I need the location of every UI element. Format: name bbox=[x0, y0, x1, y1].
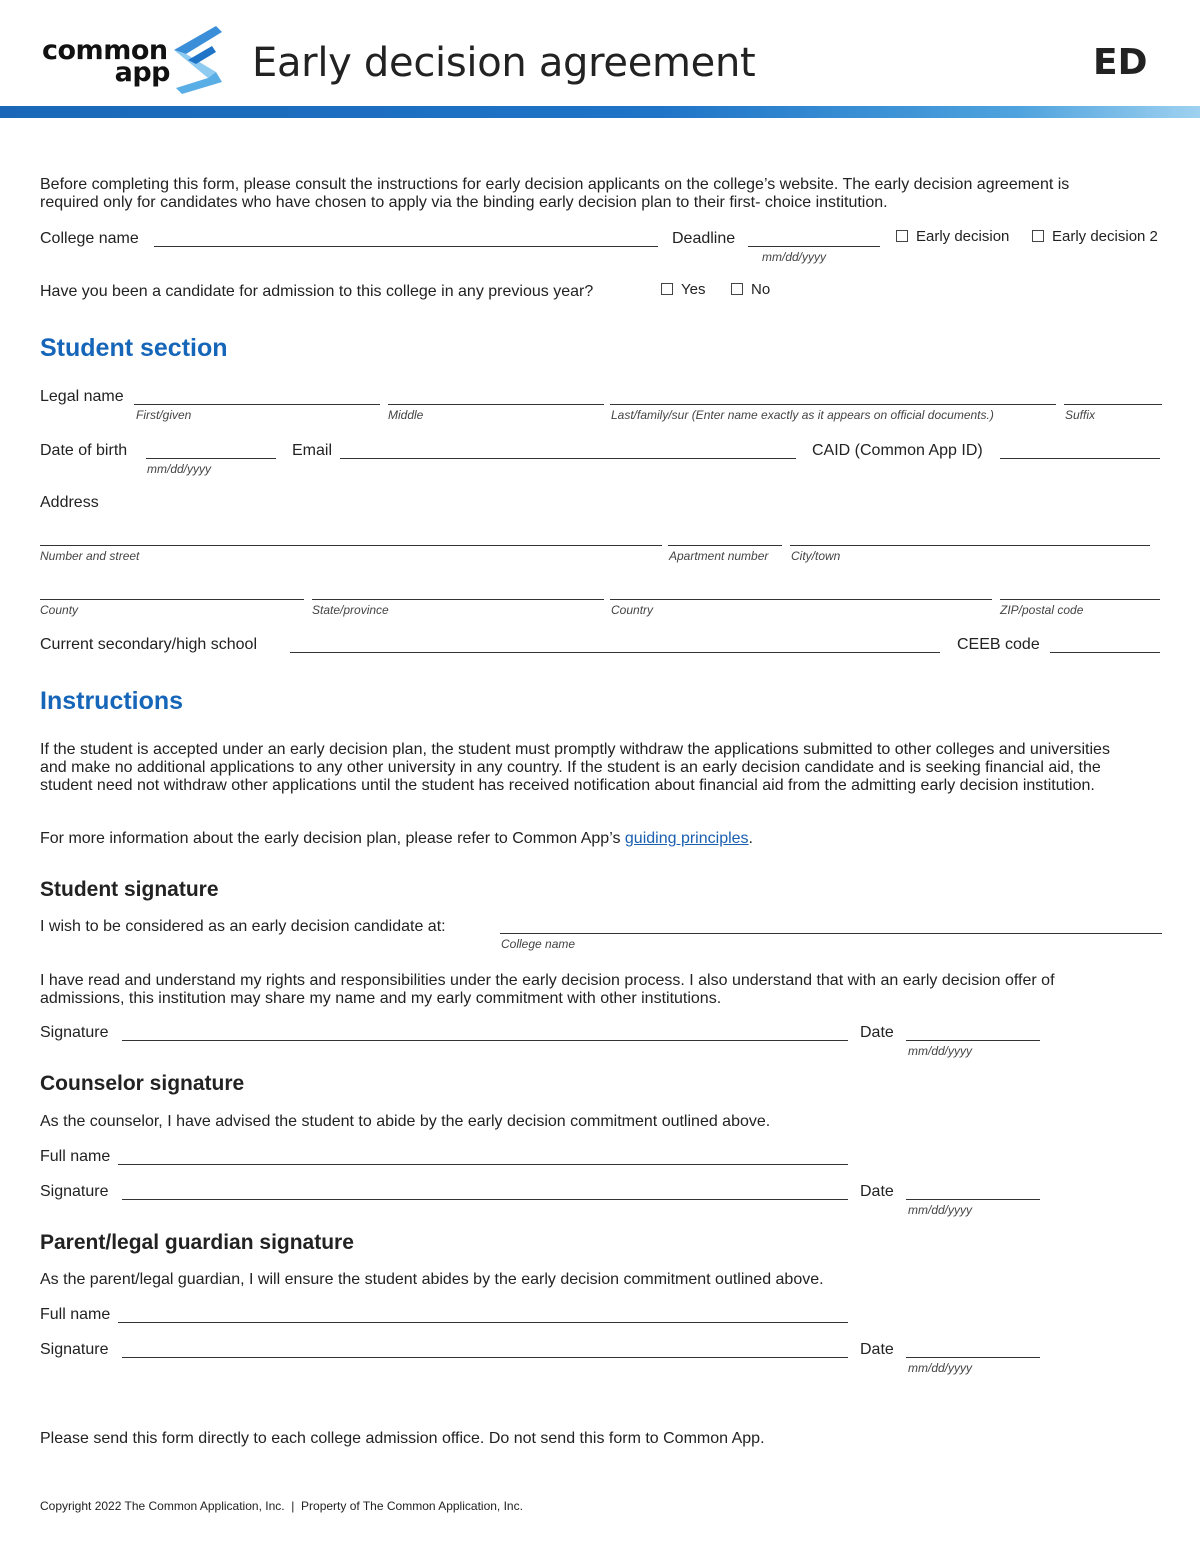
college-name-label: College name bbox=[40, 230, 139, 247]
first-name-field[interactable] bbox=[134, 404, 380, 405]
instructions-paragraph: If the student is accepted under an early decision plan, the student must promptly withdraw the applications submitted to other colleges and universities and make no additional applications to any other university in any country. If the student is an early decision candidate and is seeking financial aid, the student need not withdraw other applications until the student has received notification about financial aid from the admitting early decision institution. bbox=[40, 741, 1110, 794]
yes-checkbox[interactable] bbox=[661, 283, 673, 295]
deadline-date-hint: mm/dd/yyyy bbox=[762, 250, 827, 264]
guiding-principles-suffix: . bbox=[748, 830, 753, 847]
student-statement: I have read and understand my rights and responsibilities under the early decision process. I also understand that with an early decision offer of admissions, this institution may share my name and my early commitment with other institutions. bbox=[40, 972, 1055, 1007]
deadline-label: Deadline bbox=[672, 230, 736, 247]
college-name-field[interactable] bbox=[154, 246, 658, 247]
dob-hint: mm/dd/yyyy bbox=[147, 462, 212, 476]
student-date-hint: mm/dd/yyyy bbox=[908, 1044, 973, 1058]
counselor-full-name-field[interactable] bbox=[118, 1164, 848, 1165]
student-section-heading: Student section bbox=[40, 334, 228, 362]
previous-no-option[interactable] bbox=[731, 281, 770, 298]
early-decision-option-label: Early decision bbox=[916, 228, 1010, 245]
parent-statement: As the parent/legal guardian, I will ensure the student abides by the early decision commitment outlined above. bbox=[40, 1271, 824, 1288]
country-hint: Country bbox=[611, 603, 654, 617]
counselor-full-name-label: Full name bbox=[40, 1148, 111, 1165]
parent-full-name-label: Full name bbox=[40, 1306, 111, 1323]
parent-signature-label: Signature bbox=[40, 1341, 109, 1358]
student-date-label: Date bbox=[860, 1024, 894, 1041]
parent-date-label: Date bbox=[860, 1341, 894, 1358]
dob-label: Date of birth bbox=[40, 442, 128, 459]
early-decision-2-checkbox[interactable] bbox=[1032, 230, 1044, 242]
ed-college-name-hint: College name bbox=[501, 937, 576, 951]
middle-name-field[interactable] bbox=[388, 404, 604, 405]
ed-college-name-field[interactable] bbox=[500, 933, 1162, 934]
dob-field[interactable] bbox=[146, 458, 276, 459]
ceeb-label: CEEB code bbox=[957, 636, 1040, 653]
guiding-principles-prefix: For more information about the early decision plan, please refer to Common App’s bbox=[40, 830, 625, 847]
address-label: Address bbox=[40, 494, 99, 511]
street-field[interactable] bbox=[40, 545, 662, 546]
student-signature-heading: Student signature bbox=[40, 878, 219, 901]
city-hint: City/town bbox=[791, 549, 841, 563]
intro-paragraph: Before completing this form, please consult the instructions for early decision applicants on the college’s website. The early decision agreement is required only for candidates who have chosen to apply via the binding early decision plan to their first- choice institution. bbox=[40, 176, 1070, 211]
apartment-field[interactable] bbox=[668, 545, 782, 546]
common-app-logo-icon bbox=[168, 22, 226, 96]
zip-field[interactable] bbox=[1000, 599, 1160, 600]
previous-candidate-question: Have you been a candidate for admission to this college in any previous year? bbox=[40, 283, 594, 300]
student-date-field[interactable] bbox=[906, 1040, 1040, 1041]
last-name-field[interactable] bbox=[610, 404, 1056, 405]
counselor-signature-heading: Counselor signature bbox=[40, 1072, 245, 1095]
counselor-signature-field[interactable] bbox=[122, 1199, 848, 1200]
last-name-hint: Last/family/sur (Enter name exactly as it appears on official documents.) bbox=[611, 408, 994, 422]
deadline-field[interactable] bbox=[748, 246, 880, 247]
school-label: Current secondary/high school bbox=[40, 636, 258, 653]
caid-label: CAID (Common App ID) bbox=[812, 442, 983, 459]
parent-signature-field[interactable] bbox=[122, 1357, 848, 1358]
no-checkbox[interactable] bbox=[731, 283, 743, 295]
counselor-date-field[interactable] bbox=[906, 1199, 1040, 1200]
page-title: Early decision agreement bbox=[252, 40, 756, 86]
state-field[interactable] bbox=[312, 599, 604, 600]
suffix-field[interactable] bbox=[1064, 404, 1162, 405]
counselor-signature-label: Signature bbox=[40, 1183, 109, 1200]
early-decision-2-option-label: Early decision 2 bbox=[1052, 228, 1158, 245]
student-signature-label: Signature bbox=[40, 1024, 109, 1041]
parent-date-field[interactable] bbox=[906, 1357, 1040, 1358]
state-hint: State/province bbox=[312, 603, 389, 617]
country-field[interactable] bbox=[610, 599, 992, 600]
school-field[interactable] bbox=[290, 652, 940, 653]
email-field[interactable] bbox=[340, 458, 796, 459]
county-field[interactable] bbox=[40, 599, 304, 600]
early-decision-checkbox[interactable] bbox=[896, 230, 908, 242]
zip-hint: ZIP/postal code bbox=[1000, 603, 1084, 617]
middle-name-hint: Middle bbox=[388, 408, 424, 422]
email-label: Email bbox=[292, 442, 333, 459]
header-color-band bbox=[0, 106, 1200, 118]
ceeb-field[interactable] bbox=[1050, 652, 1160, 653]
apartment-hint: Apartment number bbox=[669, 549, 769, 563]
counselor-date-label: Date bbox=[860, 1183, 894, 1200]
street-hint: Number and street bbox=[40, 549, 140, 563]
first-name-hint: First/given bbox=[136, 408, 192, 422]
early-decision-option[interactable] bbox=[896, 228, 1009, 245]
parent-signature-heading: Parent/legal guardian signature bbox=[40, 1231, 354, 1254]
parent-full-name-field[interactable] bbox=[118, 1322, 848, 1323]
legal-name-label: Legal name bbox=[40, 388, 124, 405]
no-label: No bbox=[751, 281, 771, 298]
city-field[interactable] bbox=[790, 545, 1150, 546]
form-code-badge: ED bbox=[1093, 42, 1148, 83]
previous-yes-option[interactable] bbox=[661, 281, 705, 298]
county-hint: County bbox=[40, 603, 79, 617]
copyright-notice: Copyright 2022 The Common Application, Inc. | Property of The Common Application, Inc. bbox=[40, 1499, 523, 1513]
instructions-heading: Instructions bbox=[40, 687, 184, 715]
student-signature-field[interactable] bbox=[122, 1040, 848, 1041]
early-decision-2-option[interactable] bbox=[1032, 228, 1158, 245]
logo-line-app: app bbox=[114, 57, 170, 88]
guiding-principles-note bbox=[40, 830, 1120, 848]
logo-line-common: common bbox=[42, 35, 168, 66]
parent-date-hint: mm/dd/yyyy bbox=[908, 1361, 973, 1375]
guiding-principles-link[interactable]: guiding principles bbox=[624, 830, 749, 847]
common-app-logo-text bbox=[42, 35, 170, 88]
yes-label: Yes bbox=[681, 281, 706, 298]
counselor-statement: As the counselor, I have advised the student to abide by the early decision commitment outlined above. bbox=[40, 1113, 771, 1130]
consider-label: I wish to be considered as an early decision candidate at: bbox=[40, 918, 446, 935]
caid-field[interactable] bbox=[1000, 458, 1160, 459]
send-instructions: Please send this form directly to each college admission office. Do not send this form to Common App. bbox=[40, 1430, 765, 1447]
counselor-date-hint: mm/dd/yyyy bbox=[908, 1203, 973, 1217]
suffix-hint: Suffix bbox=[1065, 408, 1096, 422]
